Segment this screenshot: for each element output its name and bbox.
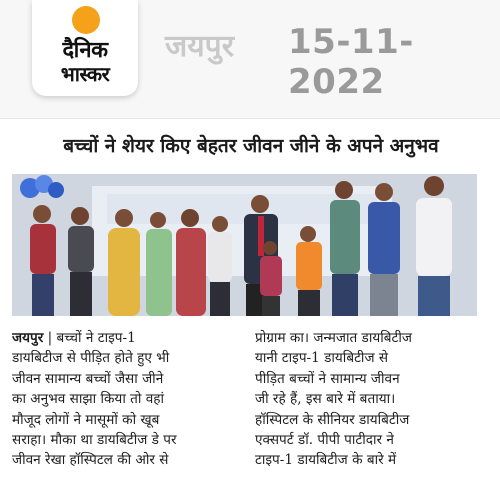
article-column-2 [255, 328, 487, 471]
article-column-1 [12, 328, 242, 471]
masthead-divider [0, 118, 500, 119]
column-1-line: डायबिटीज से पीड़ित होते हुए भी [12, 350, 170, 367]
sun-logo-icon [72, 6, 100, 34]
group-photo-illustration [12, 174, 477, 316]
column-2-line: टाइप-1 डायबिटीज के बारे में [255, 452, 397, 469]
column-2-line: हॉस्पिटल के सीनियर डायबिटीज [255, 411, 410, 428]
column-1-line: जीवन सामान्य बच्चों जैसा जीने [12, 370, 164, 387]
group-photo [12, 174, 477, 316]
edition-date: 15-11-2022 [288, 22, 414, 102]
column-2-line: यानी टाइप-1 डायबिटीज से [255, 350, 389, 367]
edition-city: जयपुर [165, 29, 234, 64]
column-1-line: जयपुर | बच्चों ने टाइप-1 [12, 330, 136, 346]
article-headline: बच्चों ने शेयर किए बेहतर जीवन जीने के अपने अनुभव [63, 135, 439, 157]
column-2-line: एक्सपर्ट डॉ. पीपी पाटीदार ने [255, 432, 394, 449]
dainik-bhaskar-logo [32, 0, 138, 96]
column-2-line: पीड़ित बच्चों ने सामान्य जीवन [255, 370, 400, 387]
column-2-line: जी रहे हैं, इस बारे में बताया। [255, 391, 396, 408]
column-1-line: का अनुभव साझा किया तो वहां [12, 391, 165, 408]
dateline-city: जयपुर [12, 330, 44, 346]
column-1-line: जीवन रेखा हॉस्पिटल की ओर से [12, 452, 169, 469]
column-1-line: मौजूद लोगों ने मासूमों को खूब [12, 411, 160, 428]
column-2-line: प्रोग्राम का। जन्मजात डायबिटीज [255, 330, 412, 346]
logo-text-dainik: दैनिक [62, 38, 108, 63]
column-1-line: सराहा। मौका था डायबिटीज डे पर [12, 432, 177, 449]
newspaper-masthead [0, 0, 500, 118]
logo-text-bhaskar: भास्कर [60, 62, 110, 86]
